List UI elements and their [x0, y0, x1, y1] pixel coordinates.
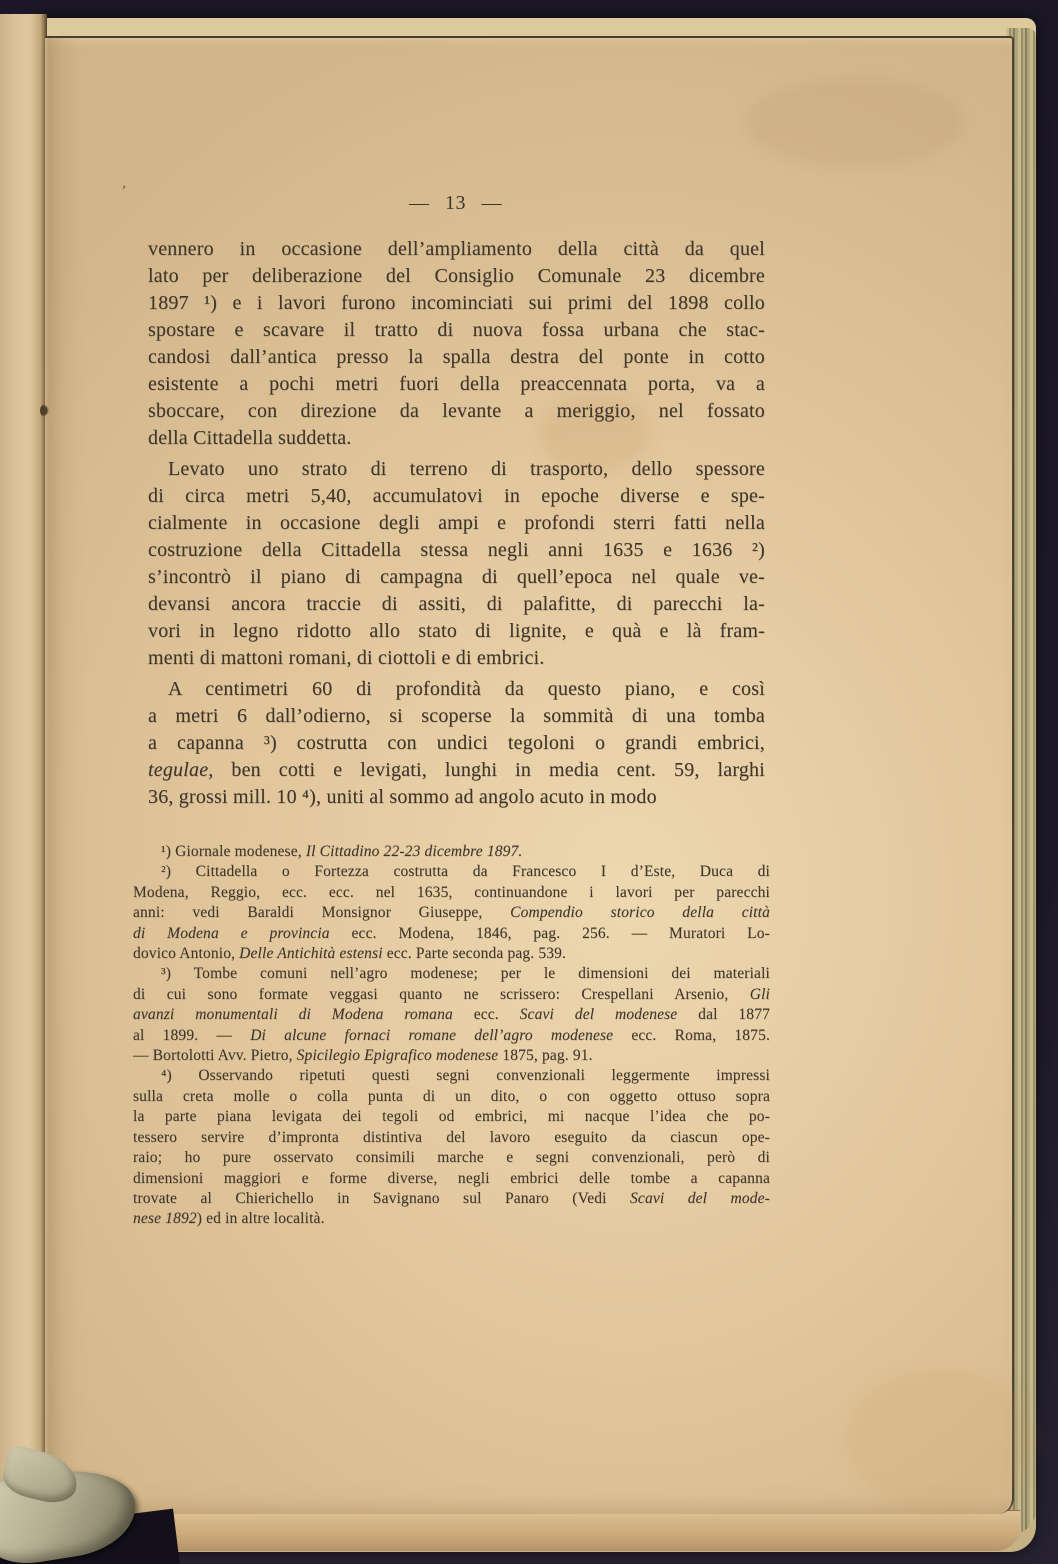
- text-line: di cui sono formate veggasi quanto ne scrissero: Crespellani Arsenio, Gli: [133, 985, 770, 1003]
- footnote-4: [133, 1066, 770, 1229]
- text-line: sboccare, con direzione da levante a meriggio, nel fossato: [148, 400, 765, 422]
- text-line: anni: vedi Baraldi Monsignor Giuseppe, Compendio storico della città: [133, 904, 770, 922]
- text-line: ⁴) Osservando ripetuti questi segni convenzionali leggermente impressi: [161, 1067, 770, 1085]
- footnote-1: [133, 842, 770, 862]
- text-line: avanzi monumentali di Modena romana ecc. Scavi del modenese dal 1877: [133, 1006, 770, 1024]
- paragraph-3: [148, 676, 765, 811]
- paragraph-2: [148, 456, 765, 672]
- text-line: di circa metri 5,40, accumulatovi in epoche diverse e spe-: [148, 485, 765, 507]
- text-line: spostare e scavare il tratto di nuova fossa urbana che stac-: [148, 319, 765, 341]
- text-line: a capanna ³) costrutta con undici tegoloni o grandi embrici,: [148, 732, 765, 754]
- text-line: candosi dall’antica presso la spalla destra del ponte in cotto: [148, 346, 765, 368]
- text-line: la parte piana levigata dei tegoli od embrici, mi nacque l’idea che po-: [133, 1108, 770, 1126]
- text-line: cialmente in occasione degli ampi e profondi sterri fatti nella: [148, 512, 765, 534]
- text-line: raio; ho pure osservato consimili marche e segni convenzionali, però di: [133, 1149, 770, 1167]
- text-line: 36, grossi mill. 10 ⁴), uniti al sommo ad angolo acuto in modo: [148, 786, 657, 808]
- text-line: trovate al Chierichello in Savignano sul Panaro (Vedi Scavi del mode-: [133, 1189, 770, 1207]
- paragraph-1: [148, 236, 765, 452]
- footnote-3: [133, 964, 770, 1066]
- text-line: tessero servire d’impronta distintiva del lavoro eseguito da ciascun ope-: [133, 1128, 770, 1146]
- text-line: a metri 6 dall’odierno, si scoperse la sommità di una tomba: [148, 705, 765, 727]
- text-line: vori in legno ridotto allo stato di lignite, e quà e là fram-: [148, 620, 765, 642]
- text-line: dovico Antonio, Delle Antichità estensi ecc. Parte seconda pag. 539.: [133, 945, 567, 963]
- text-line: nese 1892) ed in altre località.: [133, 1210, 325, 1228]
- text-line: 1897 ¹) e i lavori furono incominciati sui primi del 1898 collo: [148, 292, 765, 314]
- text-line: esistente a pochi metri fuori della preaccennata porta, va a: [148, 373, 765, 395]
- text-line: di Modena e provincia ecc. Modena, 1846, pag. 256. — Muratori Lo-: [133, 924, 770, 942]
- text-line: ³) Tombe comuni nell’agro modenese; per le dimensioni dei materiali: [161, 965, 770, 983]
- text-line: dimensioni maggiori e forme diverse, negli embrici delle tombe a capanna: [133, 1169, 770, 1187]
- text-line: vennero in occasione dell’ampliamento della città da quel: [148, 238, 765, 260]
- text-line: s’incontrò il piano di campagna di quell’epoca nel quale ve-: [148, 566, 765, 588]
- footnote-2: [133, 862, 770, 964]
- text-line: costruzione della Cittadella stessa negli anni 1635 e 1636 ²): [148, 539, 765, 561]
- text-line: lato per deliberazione del Consiglio Comunale 23 dicembre: [148, 265, 765, 287]
- page-number: — 13 —: [409, 192, 502, 214]
- book-page: [45, 36, 1014, 1514]
- previous-page-edge: [0, 14, 47, 1564]
- text-line: Levato uno strato di terreno di trasporto, dello spessore: [168, 458, 765, 480]
- text-line: menti di mattoni romani, di ciottoli e di embrici.: [148, 647, 545, 669]
- text-line: ²) Cittadella o Fortezza costrutta da Francesco I d’Este, Duca di: [161, 863, 770, 881]
- stray-ink-mark: ’: [120, 183, 127, 200]
- paper-stain: [845, 1368, 1035, 1508]
- paper-stain: [745, 78, 965, 168]
- footnotes: [133, 842, 770, 1230]
- text-line: devansi ancora traccie di assiti, di palafitte, di parecchi la-: [148, 593, 765, 615]
- text-line: della Cittadella suddetta.: [148, 427, 352, 449]
- text-line: sulla creta molle o colla punta di un dito, o con oggetto ottuso sopra: [133, 1087, 770, 1105]
- text-line: Modena, Reggio, ecc. ecc. nel 1635, continuandone i lavori per parecchi: [133, 883, 770, 901]
- text-line: A centimetri 60 di profondità da questo piano, e così: [168, 678, 765, 700]
- text-line: ¹) Giornale modenese, Il Cittadino 22-23 dicembre 1897.: [161, 843, 523, 860]
- gutter-crease-nick: [40, 404, 49, 417]
- text-line: — Bortolotti Avv. Pietro, Spicilegio Epigrafico modenese 1875, pag. 91.: [133, 1047, 593, 1065]
- text-line: al 1899. — Di alcune fornaci romane dell’agro modenese ecc. Roma, 1875.: [133, 1026, 770, 1044]
- bottom-page-edge: [42, 1510, 1020, 1551]
- text-line: tegulae, ben cotti e levigati, lunghi in media cent. 59, larghi: [148, 759, 765, 781]
- body-text: [148, 236, 765, 811]
